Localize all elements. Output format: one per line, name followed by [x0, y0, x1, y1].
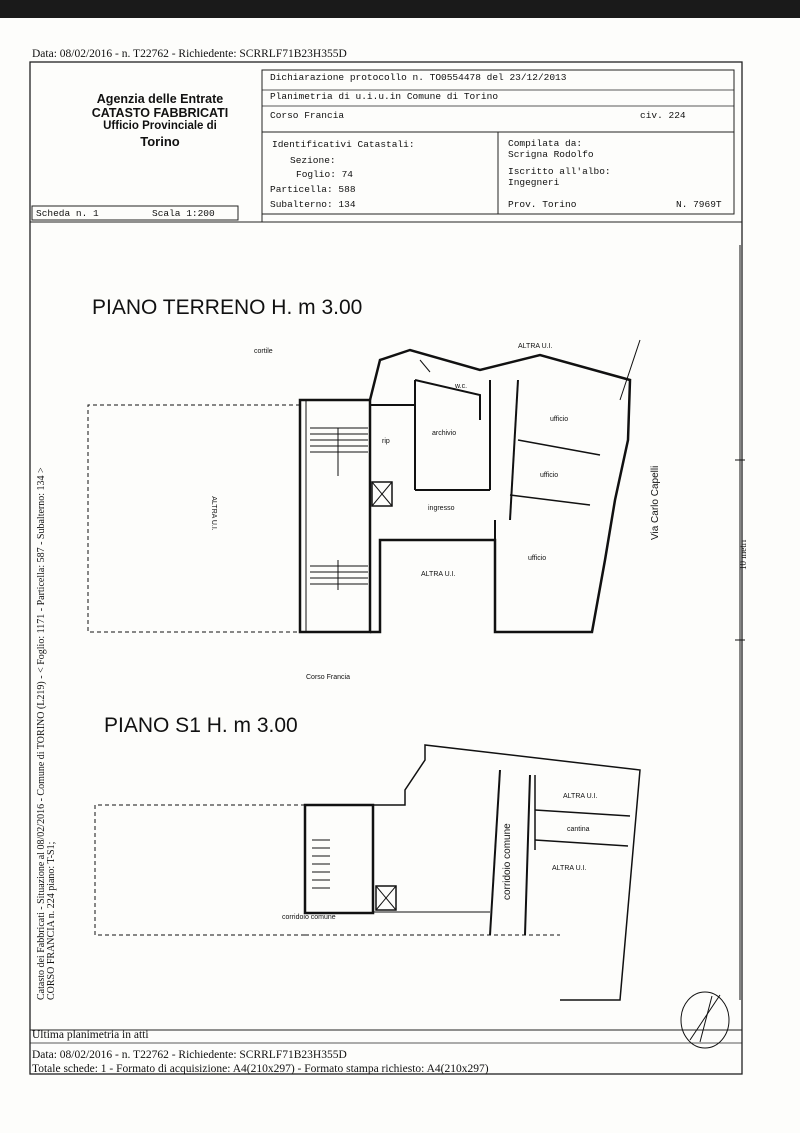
label-altra-ui-top: ALTRA U.I.	[518, 343, 553, 350]
label-via: Via Carlo Capelli	[650, 465, 661, 540]
label-ufficio-1: ufficio	[550, 416, 569, 423]
scheda: Scheda n. 1	[36, 208, 99, 219]
side-address-text: CORSO FRANCIA n. 224 piano: T-S1;	[46, 841, 57, 1000]
side-cadastral-text: Catasto dei Fabbricati - Situazione al 08/02/2016 - Comune di TORINO (L219) - < Foglio: 1171 - Particella: 587 - Subalterno: 134 >	[36, 467, 47, 1000]
label-cantina: cantina	[567, 826, 590, 833]
ground-floor-title: PIANO TERRENO H. m 3.00	[92, 296, 363, 319]
footer-request-line: Data: 08/02/2016 - n. T22762 - Richiedente: SCRRLF71B23H355D	[32, 1049, 347, 1061]
civic-number: civ. 224	[640, 110, 686, 121]
label-corridoio: corridoio comune	[282, 914, 336, 921]
label-cortile: cortile	[254, 348, 273, 355]
sezione: Sezione:	[290, 155, 336, 166]
registration-number: N. 7969T	[676, 199, 722, 210]
label-s1-altra-ui-2: ALTRA U.I.	[552, 865, 587, 872]
label-ufficio-3: ufficio	[528, 555, 547, 562]
subalterno: Subalterno: 134	[270, 199, 356, 210]
scala: Scala 1:200	[152, 208, 215, 219]
label-archivio: archivio	[432, 430, 457, 437]
compilata-label: Compilata da:	[508, 138, 583, 149]
label-rip: rip	[382, 438, 390, 445]
agency-city: Torino	[140, 134, 180, 149]
albo: Ingegneri	[508, 177, 560, 188]
scale-bar-label: 10 metri	[738, 539, 748, 570]
label-s1-altra-ui-1: ALTRA U.I.	[563, 793, 598, 800]
identificativi-title: Identificativi Catastali:	[272, 139, 415, 150]
label-wc: w.c.	[455, 383, 468, 390]
address: Corso Francia	[270, 110, 345, 121]
footer-format-line: Totale schede: 1 - Formato di acquisizione: A4(210x297) - Formato stampa richiesto: A4(210x297)	[32, 1063, 489, 1075]
planimetria: Planimetria di u.i.u.in Comune di Torino	[270, 91, 499, 102]
label-altra-ui-left: ALTRA U.I.	[209, 496, 217, 531]
label-ufficio-2: ufficio	[540, 472, 559, 479]
agency-name: Agenzia delle Entrate	[96, 92, 224, 106]
label-ingresso: ingresso	[428, 505, 455, 512]
foglio: Foglio: 74	[296, 169, 354, 180]
label-street: Corso Francia	[306, 674, 350, 681]
compilata-name: Scrigna Rodolfo	[508, 149, 594, 160]
label-altra-ui-mid: ALTRA U.I.	[421, 571, 456, 578]
particella: Particella: 588	[270, 184, 356, 195]
label-corridoio-vertical: corridoio comune	[502, 823, 513, 900]
protocollo: Dichiarazione protocollo n. TO0554478 del 23/12/2013	[270, 72, 567, 83]
province: Prov. Torino	[508, 199, 577, 210]
s1-floor-title: PIANO S1 H. m 3.00	[104, 714, 298, 737]
header-request-line: Data: 08/02/2016 - n. T22762 - Richiedente: SCRRLF71B23H355D	[32, 48, 347, 60]
ultima-planimetria: Ultima planimetria in atti	[32, 1029, 149, 1041]
agency-office: Ufficio Provinciale di	[103, 120, 217, 132]
albo-label: Iscritto all'albo:	[508, 166, 611, 177]
agency-dept: CATASTO FABBRICATI	[91, 106, 229, 120]
